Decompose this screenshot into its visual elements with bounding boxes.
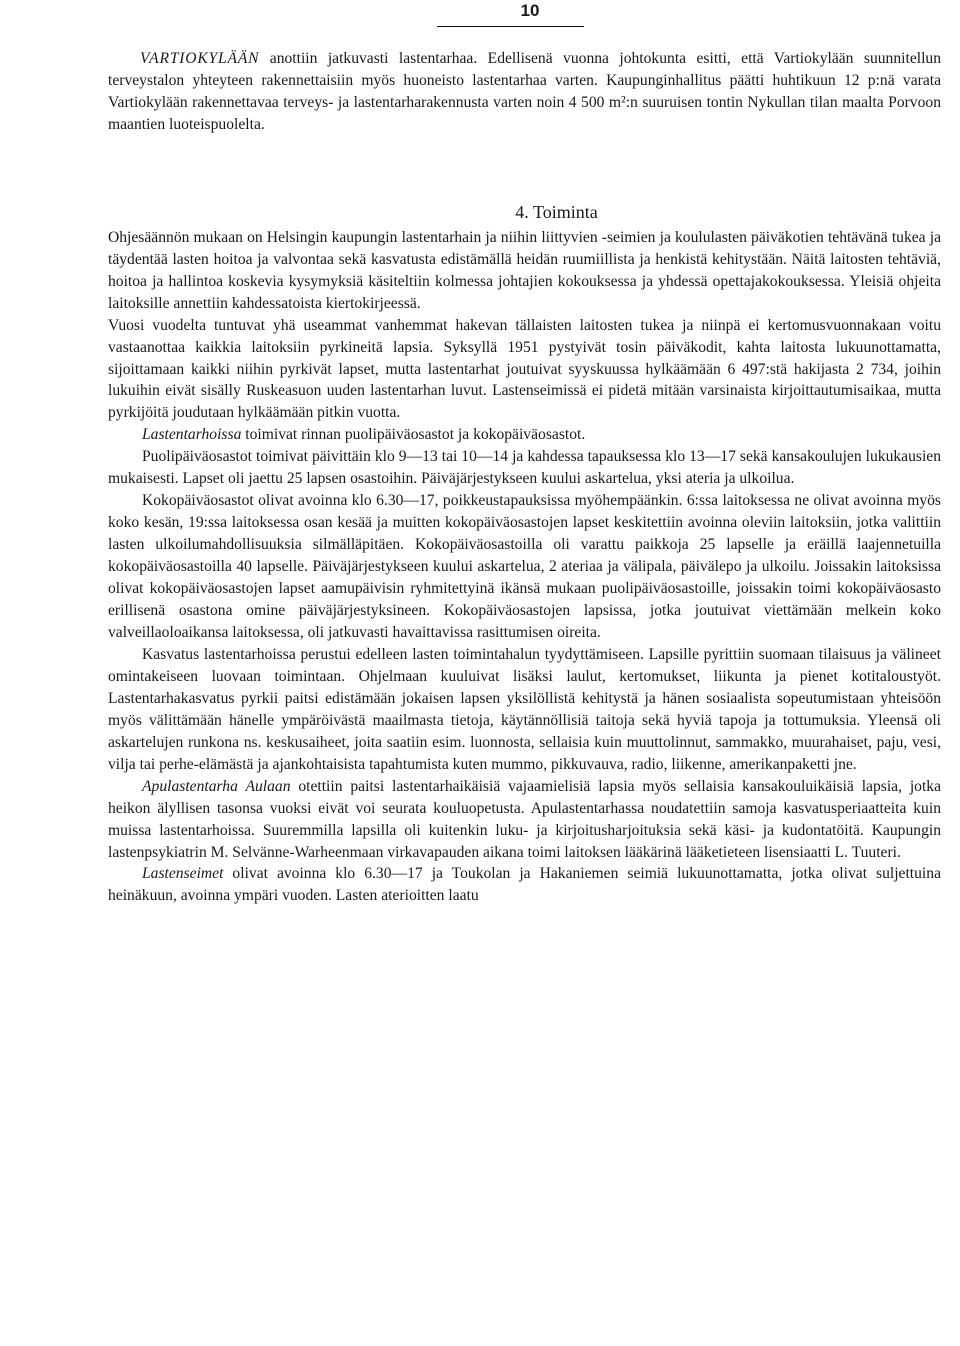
paragraph-vartiokyla — [108, 48, 941, 136]
lead-lastenseimet: Lastenseimet — [142, 865, 224, 883]
lead-lastentarhoissa: Lastentarhoissa — [142, 426, 242, 444]
paragraph-ohjesaanto: Ohjesäännön mukaan on Helsingin kaupungin lastentarhain ja niihin liittyvien -seimien ja koululasten päiväkotien tehtävänä tukea ja täydentää lasten hoitoa ja valvontaa sekä kasvatusta edistämällä heidän ruumiillista ja henkistä kehitystään. Näitä laitosten tehtäviä, hoitoa ja hallintoa koskevia kysymyksiä käsiteltiin kolmessa johtajien kokouksessa ja yhdessä opettajakokouksessa. Yleisiä ohjeita laitoksille annettiin kahdessatoista kiertokirjeessä. — [108, 228, 941, 312]
paragraph-kasvatus: Kasvatus lastentarhoissa perustui edelleen lasten toimintahalun tyydyttämiseen. Lapsille pyrittiin suomaan tilaisuus ja välineet omintakeiseen luovaan toimintaan. Ohjelmaan kuuluivat lisäksi laulut, kertomukset, liikunta ja pienet kotitaloustyöt. Lastentarhakasvatus pyrkii paitsi edistämään jokaisen lapsen yksilöllistä kehitystä ja hänen sosiaalista sopeutumistaan yhteisöön myös välittämään hänelle ympäröivästä maailmasta tietoja, käytännöllisiä taitoja sekä hyviä tapoja ja tottumuksia. Yleensä oli askartelujen runkona ns. keskusaiheet, joita saatiin esim. luonnosta, sellaisia kuin muuttolinnut, sammakko, muurahaiset, paju, vesi, vilja tai perhe-elämästä ja ajankohtaisista tapahtumista kuten mummo, pikkuvauva, radio, liikenne, amerikanpaketti jne. — [108, 645, 941, 773]
paragraph-lastentarhoissa — [108, 424, 941, 446]
section-heading-toiminta: 4. Toiminta — [515, 201, 598, 222]
paragraph-vuosi-vuodelta: Vuosi vuodelta tuntuvat yhä useammat vanhemmat hakevan tällaisten laitosten tukea ja niinpä ei kertomusvuonnakaan voitu vastaanottaa kaikkia laitoksiin pyrkineitä lapsia. Syksyllä 1951 pystyivät tosin päiväkodit, kahta laitosta lukuunottamatta, sijoittamaan kaikki niihin pyrkivät lapset, mutta lastentarhat joutuivat syyskuussa hylkäämään 6 497:stä hakijasta 2 734, joihin lukuihin eivät sisälly Ruskeasuon uuden lastentarhan luvut. Lastenseimissä ei pidetä mitään varsinaista kirjoittautumisaikaa, mutta pyrkijöitä joudutaan hylkäämään pitkin vuotta. — [108, 316, 941, 422]
paragraph-lastenseimet — [108, 863, 941, 907]
lead-vartiokylaan: VARTIOKYLÄÄN — [140, 50, 260, 67]
paragraph-text: toimivat rinnan puolipäiväosastot ja kokopäiväosastot. — [241, 426, 586, 444]
page-number-rule — [437, 26, 584, 27]
paragraph-text: anottiin jatkuvasti lastentarhaa. Edellisenä vuonna johtokunta esitti, että Vartiokylään suunnitellun terveystalon yhteyteen rakennettaisiin myös huoneisto lastentarhaa varten. Kaupunginhallitus päätti huhtikuun 12 p:nä varata Vartiokylään rakennettavaa terveys- ja lastentarharakennusta varten noin 4 500 m²:n suuruisen tontin Nykullan tilan maalta Porvoon maantien luoteispuolelta. — [108, 50, 941, 133]
paragraph-apulastentarha — [108, 776, 941, 864]
document-body — [108, 48, 941, 907]
lead-apulastentarha-aulaan: Apulastentarha Aulaan — [142, 777, 291, 795]
paragraph-puolipaivaosastot: Puolipäiväosastot toimivat päivittäin klo 9—13 tai 10—14 ja kahdessa tapauksessa klo 13—17 sekä kansakoulujen lukukausien mukaisesti. Lapset oli jaettu 25 lapsen osastoihin. Päiväjärjestykseen kuului askartelua, yksi ateria ja ulkoilua. — [108, 448, 941, 488]
paragraph-text: olivat avoinna klo 6.30—17 ja Toukolan ja Hakaniemen seimiä lukuunottamatta, jotka olivat suljettuina heinäkuun, avoinna ympäri vuoden. Lasten aterioitten laatu — [108, 865, 941, 905]
paragraph-text: otettiin paitsi lastentarhaikäisiä vajaamielisiä lapsia myös sellaisia kansakouluikäisiä lapsia, jotka heikon älyllisen tasonsa vuoksi eivät voi seurata kouluopetusta. Apulastentarhassa noudatettiin samoja kasvatusperiaatteita kuin muissa lastentarhoissa. Suuremmilla lapsilla oli kuitenkin luku- ja kirjoitusharjoituksia sekä käsi- ja kudontatöitä. Kaupungin lastenpsykiatrin M. Selvänne-Warheenmaan virkavapauden aikana toimi laitoksen lääkärinä lääketieteen lisensiaatti L. Tuuteri. — [108, 777, 942, 861]
page-number: 10 — [520, 1, 540, 20]
paragraph-kokopaivaosastot: Kokopäiväosastot olivat avoinna klo 6.30—17, poikkeustapauksissa myöhempäänkin. 6:ssa laitoksessa ne olivat avoinna myös koko kesän, 19:ssa laitoksessa osan kesää ja muitten kokopäiväosastojen lapset keskitettiin avoinna oleviin laitoksiin, jotka valittiin lasten ulkoilumahdollisuuksia silmälläpitäen. Kokopäiväosastoilla oli varattu paikkoja 25 lapselle ja eräillä laajennetuilla kokopäiväosastoilla 40 lapselle. Päiväjärjestykseen kuului askartelua, 2 ateriaa ja välipala, päivälepo ja ulkoilu. Joissakin laitoksissa olivat kokopäiväosastojen lapset aamupäivisin ryhmitettyinä ikänsä mukaan puolipäiväosastoille, joissakin toimi kokopäiväosasto erillisenä osastona omine päiväjärjestyksineen. Kokopäiväosastojen lapsissa, jotka joutuivat viettämään melkein koko valveillaoloaikansa laitoksessa, oli jatkuvasti havaittavissa rasittumisen oireita. — [108, 492, 941, 641]
